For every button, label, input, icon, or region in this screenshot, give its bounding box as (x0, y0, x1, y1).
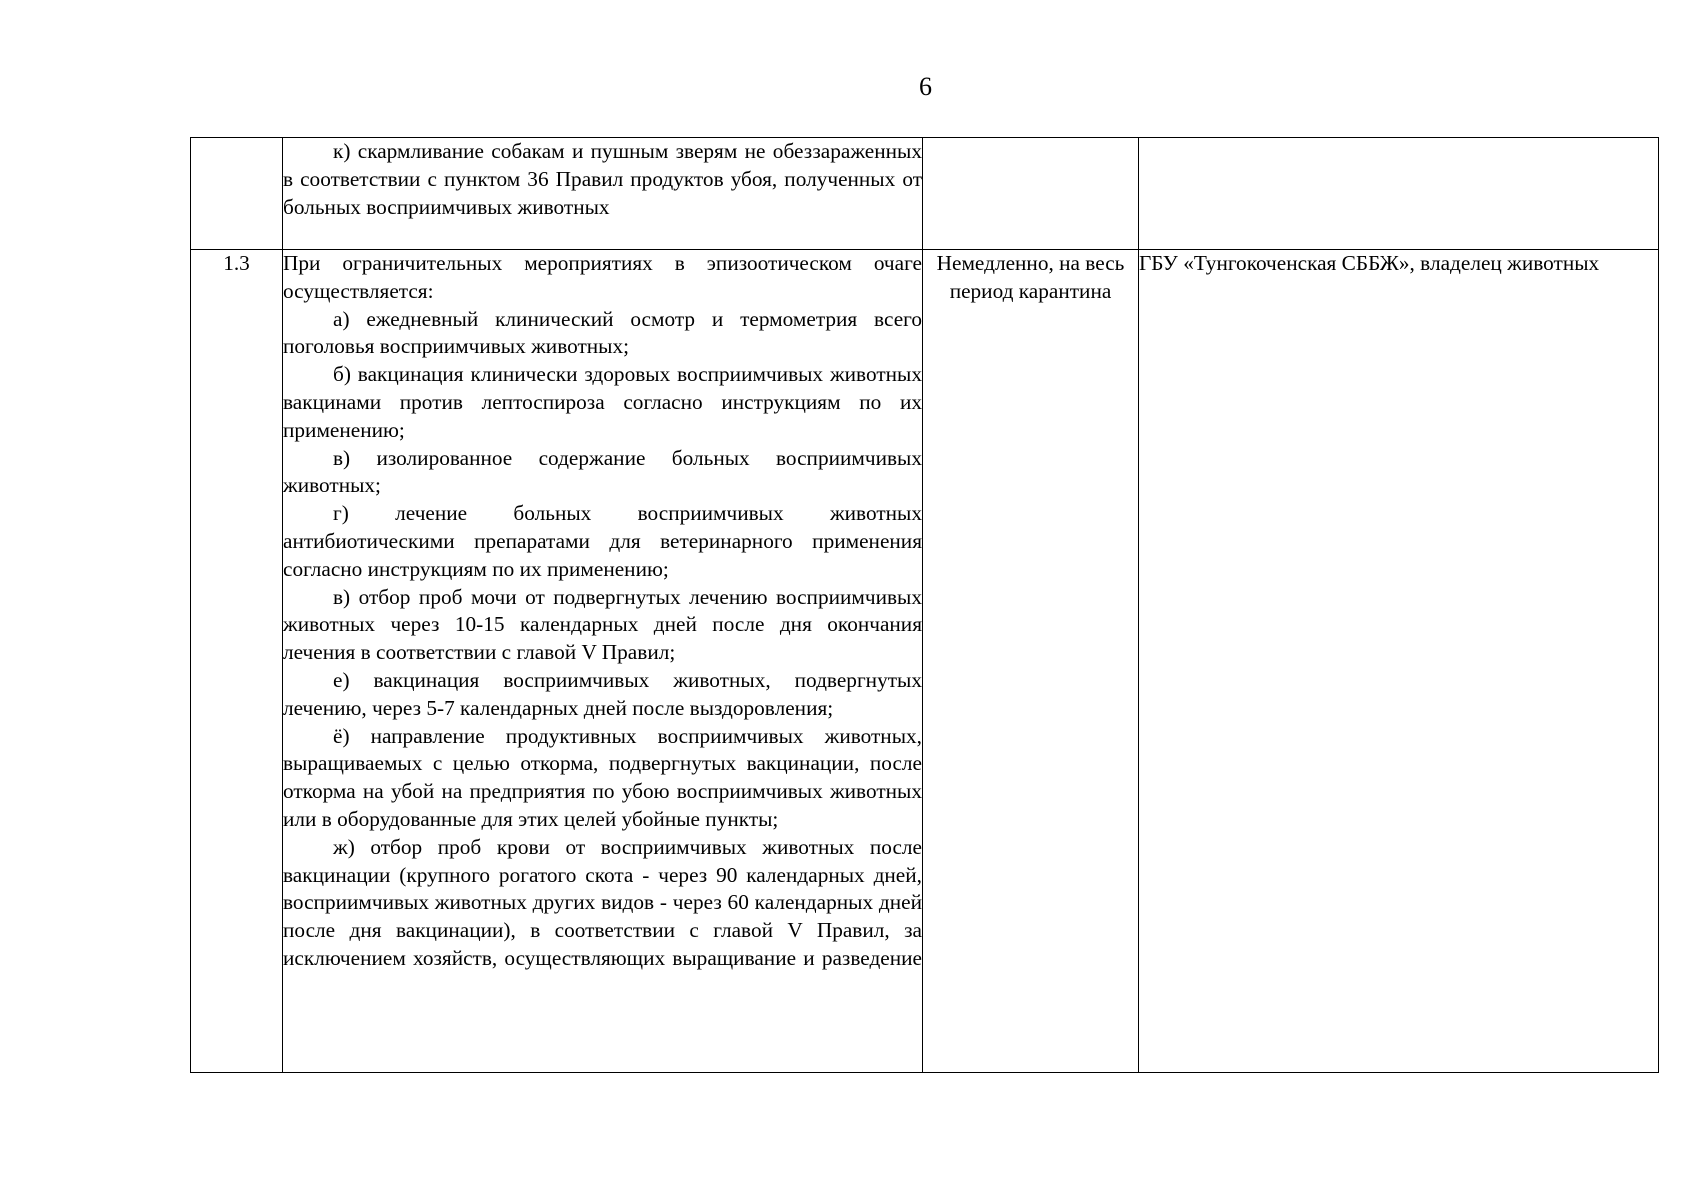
measures-table (190, 137, 1659, 1073)
measure-text-cell (283, 138, 923, 250)
measure-text-cell (283, 250, 923, 1073)
row-number-cell: 1.3 (191, 250, 283, 1073)
measure-paragraph-zh: ж) отбор проб крови от восприимчивых животных после вакцинации (крупного рогатого скота - через 90 календарных дней, восприимчивых животных других видов - через 60 календарных дней после дня вакцинации), в соответствии с главой V Правил, за исключением хозяйств, осуществляющих выращивание и разведение (283, 834, 922, 970)
row-number-cell (191, 138, 283, 250)
table-row (191, 250, 1659, 1073)
measure-paragraph-v2: в) отбор проб мочи от подвергнутых лечению восприимчивых животных через 10-15 календарных дней после дня окончания лечения в соответствии с главой V Правил; (283, 584, 922, 665)
measure-paragraph-v: в) изолированное содержание больных восприимчивых животных; (283, 445, 922, 498)
term-cell (923, 138, 1139, 250)
measure-paragraph-a: а) ежедневный клинический осмотр и термометрия всего поголовья восприимчивых животных; (283, 306, 922, 359)
measure-paragraph-e: е) вакцинация восприимчивых животных, подвергнутых лечению, через 5-7 календарных дней после выздоровления; (283, 667, 922, 720)
measure-paragraph-g: г) лечение больных восприимчивых животных антибиотическими препаратами для ветеринарного применения согласно инструкциям по их применению; (283, 501, 922, 581)
term-cell: Немедленно, на весь период карантина (923, 250, 1139, 1073)
responsible-cell (1139, 138, 1659, 250)
responsible-cell: ГБУ «Тунгокоченская СББЖ», владелец животных (1139, 250, 1659, 1073)
table-row (191, 138, 1659, 250)
page-number: 6 (919, 72, 932, 101)
measure-paragraph-yo: ё) направление продуктивных восприимчивых животных, выращиваемых с целью откорма, подвергнутых вакцинации, после откорма на убой на предприятия по убою восприимчивых животных или в оборудованные для этих целей убойные пункты; (283, 723, 922, 831)
measure-paragraph-b: б) вакцинация клинически здоровых восприимчивых животных вакцинами против лептоспироза согласно инструкциям по их применению; (283, 362, 922, 442)
measure-intro: При ограничительных мероприятиях в эпизоотическом очаге осуществляется: (283, 251, 922, 303)
measure-paragraph-k: к) скармливание собакам и пушным зверям не обеззараженных в соответствии с пунктом 36 Правил продуктов убоя, полученных от больных восприимчивых животных (283, 139, 922, 219)
